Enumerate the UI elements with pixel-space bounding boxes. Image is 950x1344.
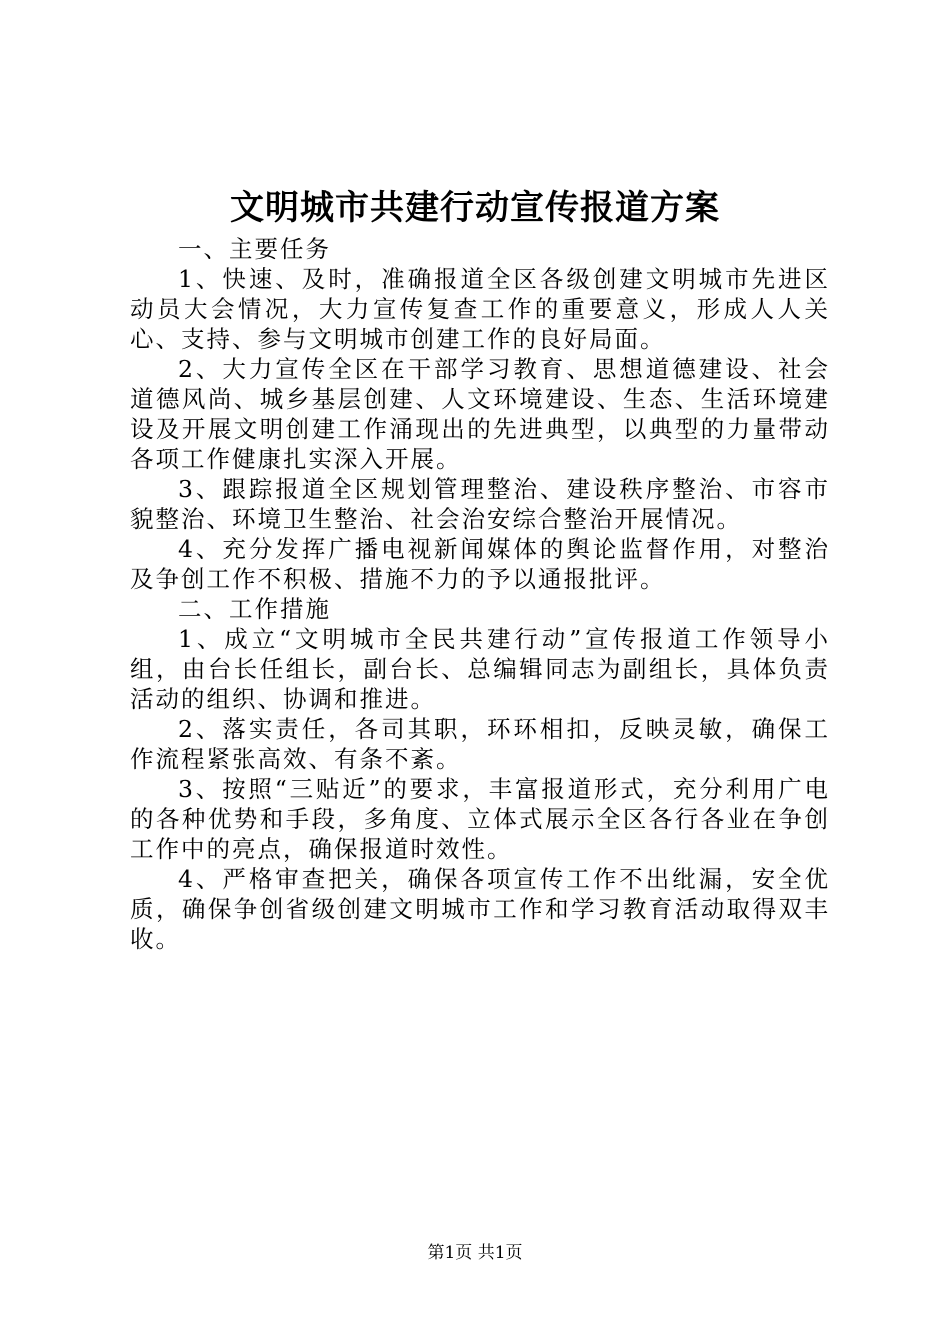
paragraph: 2、落实责任，各司其职，环环相扣，反映灵敏，确保工作流程紧张高效、有条不紊。 bbox=[130, 715, 830, 773]
paragraph: 1、成立“文明城市全民共建行动”宣传报道工作领导小组，由台长任组长，副台长、总编辑同志为副组长，具体负责活动的组织、协调和推进。 bbox=[130, 625, 830, 713]
document-body bbox=[130, 234, 830, 954]
paragraph: 4、严格审查把关，确保各项宣传工作不出纰漏，安全优质，确保争创省级创建文明城市工作和学习教育活动取得双丰收。 bbox=[130, 865, 830, 953]
section-heading: 二、工作措施 bbox=[178, 595, 331, 623]
section-main-tasks bbox=[130, 234, 830, 594]
section-work-measures bbox=[130, 594, 830, 954]
document-title: 文明城市共建行动宣传报道方案 bbox=[230, 188, 720, 228]
paragraph: 4、充分发挥广播电视新闻媒体的舆论监督作用，对整治及争创工作不积极、措施不力的予以通报批评。 bbox=[130, 535, 830, 593]
paragraph: 1、快速、及时，准确报道全区各级创建文明城市先进区动员大会情况，大力宣传复查工作的重要意义，形成人人关心、支持、参与文明城市创建工作的良好局面。 bbox=[130, 265, 830, 353]
paragraph: 2、大力宣传全区在干部学习教育、思想道德建设、社会道德风尚、城乡基层创建、人文环境建设、生态、生活环境建设及开展文明创建工作涌现出的先进典型，以典型的力量带动各项工作健康扎实深入开展。 bbox=[130, 355, 830, 473]
paragraph: 3、跟踪报道全区规划管理整治、建设秩序整治、市容市貌整治、环境卫生整治、社会治安综合整治开展情况。 bbox=[130, 475, 830, 533]
paragraph: 3、按照“三贴近”的要求，丰富报道形式，充分利用广电的各种优势和手段，多角度、立体式展示全区各行各业在争创工作中的亮点，确保报道时效性。 bbox=[130, 775, 830, 863]
page-footer: 第1页 共1页 bbox=[427, 1243, 523, 1263]
section-heading: 一、主要任务 bbox=[178, 235, 331, 263]
